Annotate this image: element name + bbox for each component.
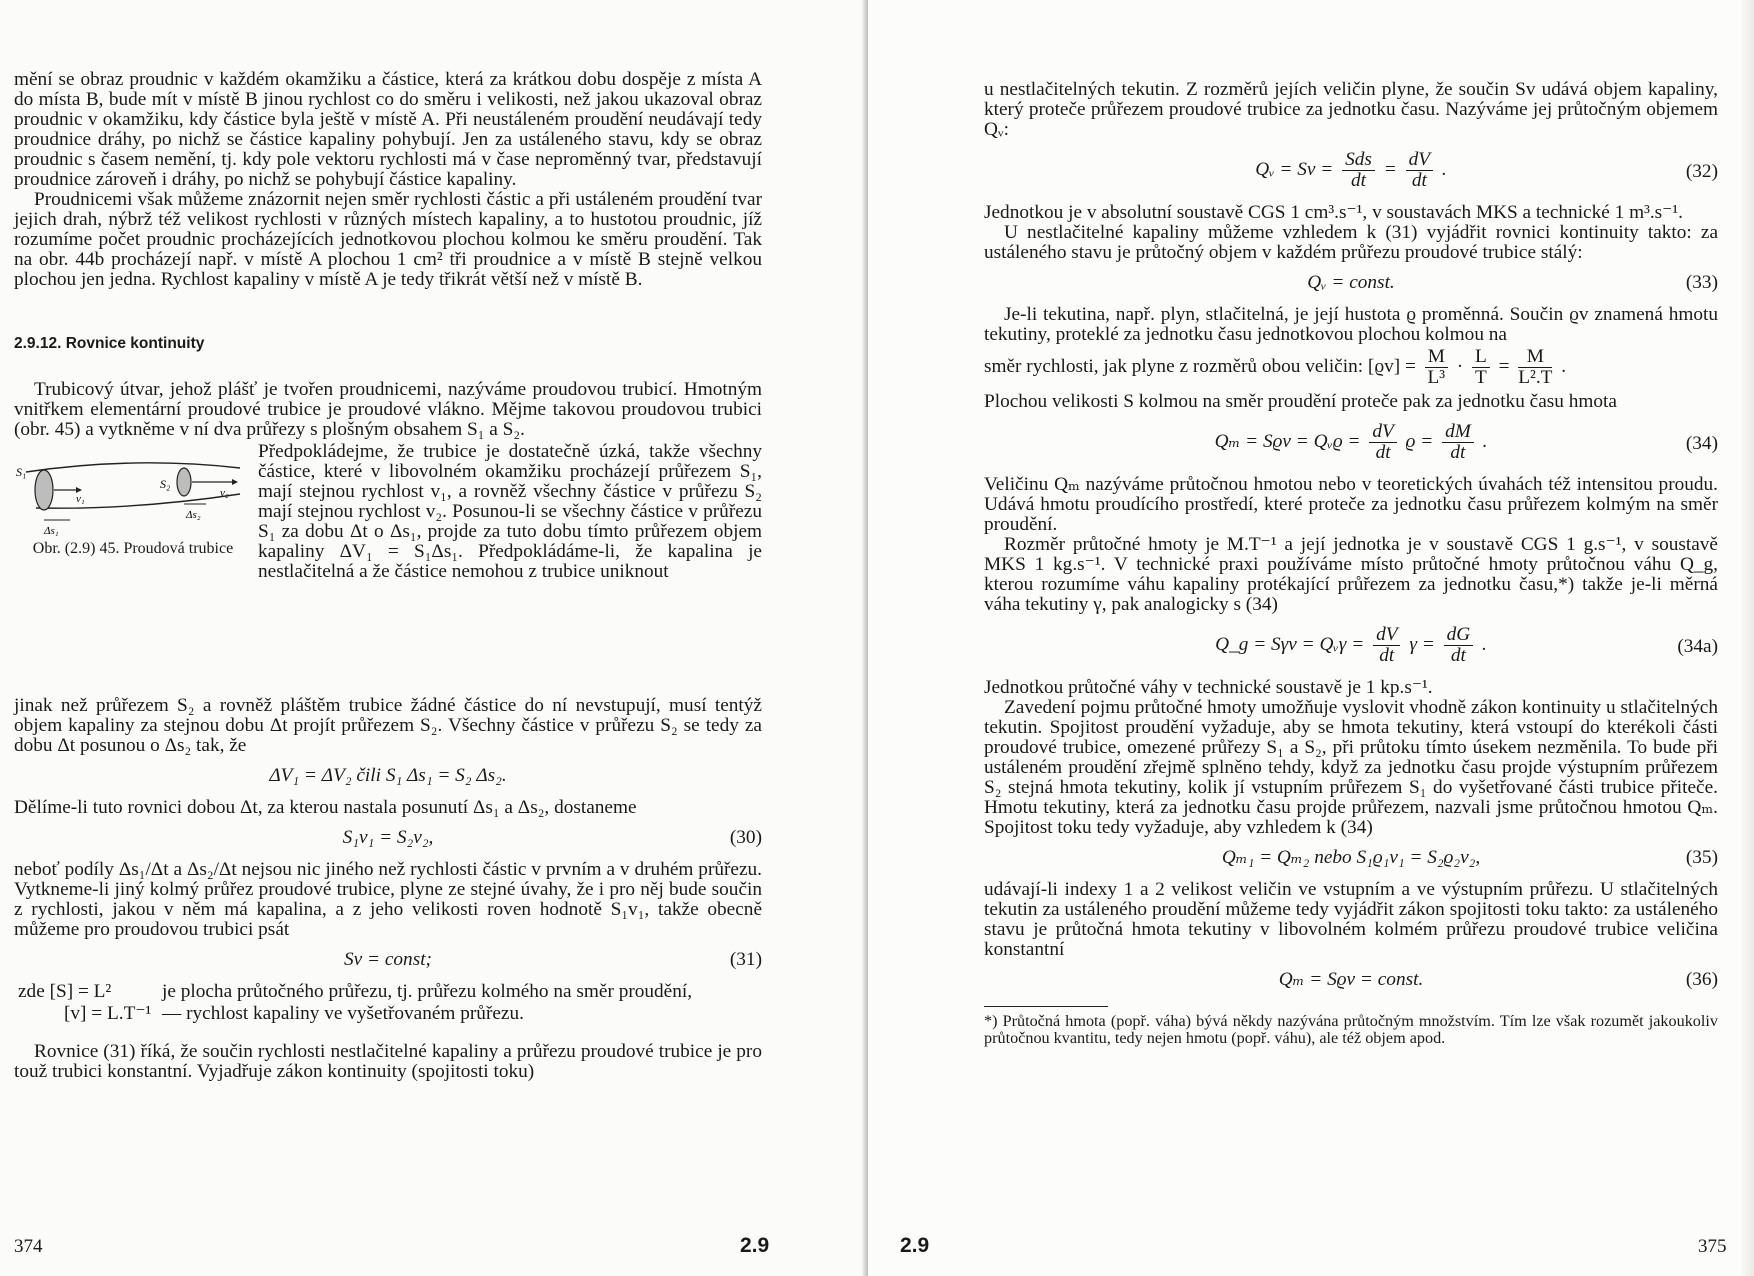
paragraph-units: Jednotkou je v absolutní soustavě CGS 1 cm³.s⁻¹, v soustavách MKS a technické 1 m³.s⁻¹. <box>984 202 1683 223</box>
fraction-numerator: dG <box>1444 625 1474 646</box>
section-mark-left: 2.9 <box>740 1234 770 1257</box>
definition-row <box>14 1004 762 1024</box>
equation-33-text: Qᵥ = const. <box>1307 272 1395 293</box>
paragraph-stream-tube: Trubicový útvar, jehož plášť je tvořen proudnicemi, nazýváme proudovou trubicí. Hmotným vnitřkem elementární proudové trubice je proudové vlákno. Mějme takovou proudovou trubici (obr. 45) a vytkněme v ní dva průřezy s plošným obsahem S₁ a S₂. <box>14 379 762 440</box>
fraction-numerator: dV <box>1406 150 1433 171</box>
equation-31 <box>14 950 762 970</box>
fraction <box>1406 150 1433 191</box>
paragraph-intensity: Veličinu Qₘ nazýváme průtočnou hmotou nebo v teoretických úvahách též intensitou proudu. Udává hmotu proudícího prostředí, které proteče za jednotku času průřezem kolmým na směr proudění. <box>984 474 1718 535</box>
fraction <box>1442 422 1474 463</box>
fraction-denominator: dt <box>1379 645 1395 666</box>
equation-35-text: Qₘ₁ = Qₘ₂ nebo S₁ϱ₁v₁ = S₂ϱ₂v₂, <box>1221 847 1481 868</box>
fraction-denominator: dt <box>1450 645 1466 666</box>
paragraph-dimension: Rozměr průtočné hmoty je M.T⁻¹ a její jednotka je v soustavě CGS 1 g.s⁻¹, v soustavě MKS 1 kg.s⁻¹. V technické praxi používáme místo průtočné hmoty průtočnou váhu Q_g, kterou rozumíme váhu kapaliny protékající průřezem za jednotku času,*) takže je-li měrná váha tekutiny γ, pak analogicky s (34) <box>984 534 1718 615</box>
footnote: *) Průtočná hmota (popř. váha) bývá někdy nazývána průtočným množstvím. Tím lze však rozumět jakoukoliv průtočnou kvantitu, tedy nejen hmotu (popř. váhu), ale též objem apod. <box>984 1012 1718 1047</box>
paragraph-intro: mění se obraz proudnic v každém okamžiku a částice, která za krátkou dobu dospěje z místa A do místa B, bude mít v místě B jinou rychlost co do směru i velikosti, než jakou ukazoval obraz proudnic v okamžiku, kdy částice byla ještě v místě A. Při neustáleném proudění neudávají tedy proudnice dráhy, po nichž se částice kapaliny pohybují. Jen za ustáleného stavu, kdy se obraz proudnic s časem nemění, tj. kdy pole vektoru rychlosti má v čase neproměnný tvar, představují proudnice zároveň i dráhy, po nichž se pohybují částice kapaliny. <box>14 69 762 190</box>
equation-volume-text: ΔV₁ = ΔV₂ čili S₁ Δs₁ = S₂ Δs₂. <box>269 765 507 786</box>
fraction-numerator: dV <box>1373 625 1400 646</box>
tube-upper-wall <box>26 463 240 472</box>
fraction-numerator: M <box>1518 347 1552 368</box>
label-v2: v₂ <box>220 487 229 499</box>
section-heading: 2.9.12. Rovnice kontinuity <box>14 335 205 352</box>
equation-34-end: . <box>1482 430 1488 452</box>
fraction <box>1425 347 1448 388</box>
page-number-left: 374 <box>14 1236 43 1257</box>
paragraph-mass-flow: Plochou velikosti S kolmou na směr proudění proteče pak za jednotku času hmota <box>984 391 1617 412</box>
paragraph-compressible-continuity: Zavedení pojmu průtočné hmoty umožňuje vyslovit vhodně zákon kontinuity u stlačitelných tekutin. Spojitost proudění vyžaduje, aby se hmota tekutiny, která vstoupí do kterékoli části proudové trubice, omezené průřezy S₁ a S₂, při průtoku tímto úsekem nezměnila. To bude při ustáleném proudění zřejmě splněno tehdy, když za jednotku času projde výstupním průřezem S₂ stejná hmota tekutiny, kolik jí vstupním průřezem S₁ do vyšetřované části trubice přiteče. Hmotu tekutiny, která za jednotku času projde průřezem, nazvali jsme průtočnou hmotou Qₘ. Spojitost toku tedy vyžaduje, aby vzhledem k (34) <box>984 697 1718 838</box>
figure-caption: Obr. (2.9) 45. Proudová trubice <box>32 540 234 557</box>
fraction <box>1342 150 1375 191</box>
fraction-numerator: M <box>1425 347 1448 368</box>
equation-34a-lhs: Q_g = Sγv = Qᵥγ = <box>1215 633 1365 655</box>
fraction-denominator: dt <box>1450 442 1466 463</box>
fraction-numerator: L <box>1472 347 1490 368</box>
right-text-column <box>984 80 1718 1047</box>
label-s1: S₁ <box>16 465 27 479</box>
paragraph-weight-unit: Jednotkou průtočné váhy v technické soustavě je 1 kp.s⁻¹. <box>984 677 1433 698</box>
equation-32-lhs: Qᵥ = Sv = <box>1255 158 1334 180</box>
definition-row <box>14 982 762 1002</box>
label-v1: v₁ <box>76 493 85 505</box>
paragraph-streamline-density: Proudnicemi však můžeme znázornit nejen směr rychlosti částic a při ustáleném proudění tvar jejich drah, nýbrž též velikost rychlosti v různých místech kapaliny, a to hustotou proudnic, jíž rozumíme počet proudnic procházejících jednotkovou plochou kolmou ke směru proudění. Tak na obr. 44b procházejí např. v místě A plochou 1 cm² tři proudnice a v místě B stejně velkou plochou jen jedna. Rychlost kapaliny v místě A je tedy třikrát větší než v místě B. <box>14 189 762 290</box>
fraction-numerator: dM <box>1442 422 1474 443</box>
fraction-denominator: T <box>1474 367 1487 388</box>
fraction <box>1444 625 1474 666</box>
figure-block <box>14 442 762 694</box>
fraction-denominator: dt <box>1411 170 1427 191</box>
tube-lower-wall <box>36 494 240 508</box>
equation-35 <box>984 848 1718 868</box>
paragraph-volume-flow: u nestlačitelných tekutin. Z rozměrů jejích veličin plyne, že součin Sv udává objem kapaliny, který proteče průřezem proudové trubice za jednotku času. Nazýváme jej průtočným objemem Qᵥ: <box>984 79 1718 140</box>
label-ds2: Δs₂ <box>186 509 201 521</box>
equation-32-number: (32) <box>1685 161 1718 182</box>
paragraph-compressible: Je-li tekutina, např. plyn, stlačitelná, je její hustota ϱ proměnná. Součin ϱv znamená hmotu tekutiny, proteklé za jednotku času jednotkovou plochou kolmou na <box>984 304 1718 345</box>
equation-31-number: (31) <box>729 949 762 970</box>
paragraph-continuity-law: Rovnice (31) říká, že součin rychlosti nestlačitelné kapaliny a průřezu proudové trubice je pro touž trubici konstantní. Vyjadřuje zákon kontinuity (spojitosti toku) <box>14 1041 762 1082</box>
fraction-denominator: dt <box>1375 442 1391 463</box>
fraction-denominator: L³ <box>1427 367 1446 388</box>
label-s2: S₂ <box>160 477 171 491</box>
arrow-v2-head <box>232 479 238 485</box>
equation-33 <box>984 273 1718 293</box>
fraction <box>1472 347 1490 388</box>
equation-32-end: . <box>1441 158 1447 180</box>
equation-30-text: S₁v₁ = S₂v₂, <box>342 827 434 848</box>
paragraph-velocities: neboť podíly Δs₁/Δt a Δs₂/Δt nejsou nic jiného než rychlosti částic v prvním a v druhém průřezu. Vytkneme-li jiný kolmý průřez proudové trubice, plyne ze stejné úvahy, že i pro něj bude součin z rychlosti, jakou v něm má kapalina, a z jeho velikosti roven hodnotě S₁v₁, takže obecně můžeme pro proudovou trubici psát <box>14 859 762 940</box>
equation-36-text: Qₘ = Sϱv = const. <box>1278 969 1424 990</box>
equation-32 <box>984 150 1718 191</box>
definition-symbol: zde [S] = L² <box>18 981 112 1002</box>
paragraph-divide: Dělíme-li tuto rovnici dobou Δt, za kterou nastala posunutí Δs₁ a Δs₂, dostaneme <box>14 797 637 818</box>
fraction-denominator: dt <box>1351 170 1367 191</box>
fraction <box>1369 422 1396 463</box>
equation-34a <box>984 625 1718 666</box>
equation-36-number: (36) <box>1685 969 1718 990</box>
equation-34a-end: . <box>1481 633 1487 655</box>
dimension-text: směr rychlosti, jak plyne z rozměrů obou veličin: [ϱv] = <box>984 355 1416 377</box>
equation-32-mid: = <box>1383 158 1397 180</box>
paragraph-incompressible: U nestlačitelné kapaliny můžeme vzhledem k (31) vyjádřit rovnici kontinuity takto: za ustáleného stavu je průtočný objem v každém průřezu proudové trubice stálý: <box>984 222 1718 263</box>
equation-30 <box>14 828 762 848</box>
figure-45 <box>14 442 252 558</box>
section-mark-right: 2.9 <box>900 1234 930 1257</box>
cross-section-s2 <box>177 468 191 496</box>
fraction-numerator: dV <box>1369 422 1396 443</box>
equation-34 <box>984 422 1718 463</box>
equation-30-number: (30) <box>729 827 762 848</box>
definition-text: — rychlost kapaliny ve vyšetřovaném průřezu. <box>162 1003 524 1024</box>
cross-section-s1 <box>35 470 53 510</box>
equation-35-number: (35) <box>1685 847 1718 868</box>
equation-34-number: (34) <box>1685 433 1718 454</box>
equation-34a-mid: γ = <box>1409 633 1435 655</box>
equation-34-mid: ϱ = <box>1405 430 1434 452</box>
right-page <box>868 0 1754 1276</box>
definition-symbol: [v] = L.T⁻¹ <box>64 1003 152 1024</box>
paragraph-beside-figure: Předpokládejme, že trubice je dostatečně úzká, takže všechny částice, které v libovolném okamžiku procházejí průřezem S₁, mají stejnou rychlost v₁, a rovněž všechny částice v průřezu S₂ mají stejnou rychlost v₂. Posunou-li se všechny částice v průřezu S₁ za dobu Δt o Δs₁, projde za tuto dobu tímto průřezem objem kapaliny ΔV₁ = S₁Δs₁. Předpokládáme-li, že kapalina je nestlačitelná a že částice nemohou z trubice uniknout <box>258 441 762 582</box>
stream-tube-diagram <box>14 442 252 536</box>
paragraph-stream-tube-cont: jinak než průřezem S₂ a rovněž pláštěm trubice žádné částice do ní nevstupují, musí tentýž objem kapaliny za stejnou dobu Δt projít průřezem S₂. Všechny částice v průřezu S₂ se tedy za dobu Δt posunou o Δs₂ tak, že <box>14 695 762 756</box>
equation-36 <box>984 970 1718 990</box>
left-text-column <box>14 70 762 1082</box>
equation-34-lhs: Qₘ = Sϱv = Qᵥϱ = <box>1214 430 1361 452</box>
fraction <box>1518 347 1552 388</box>
page-number-right: 375 <box>1698 1236 1727 1257</box>
label-ds1: Δs₁ <box>44 525 59 536</box>
page-edge <box>1738 0 1754 1276</box>
dimension-line: směr rychlosti, jak plyne z rozměrů obou veličin: [ϱv] = $\frac{M}{\text{L³}}$ · $\frac{L}{T}$ = $\frac{M}{\text{L².T}}$ . <box>984 346 1567 388</box>
footnote-rule <box>984 1006 1108 1007</box>
equation-volume <box>14 766 762 786</box>
equation-34a-number: (34a) <box>1677 636 1718 657</box>
fraction-numerator: Sds <box>1342 150 1375 171</box>
left-page <box>0 0 868 1276</box>
equation-33-number: (33) <box>1685 272 1718 293</box>
definition-text: je plocha průtočného průřezu, tj. průřezu kolmého na směr proudění, <box>162 981 693 1002</box>
paragraph-indices: udávají-li indexy 1 a 2 velikost veličin ve vstupním a ve výstupním průřezu. U stlačitelných tekutin za ustáleného proudění můžeme tedy vyjádřit zákon spojitosti toku takto: za ustáleného stavu je průtočná hmota tekutiny v libovolném kolmém průřezu proudové trubice veličina konstantní <box>984 879 1718 960</box>
symbol-definitions <box>14 982 762 1024</box>
fraction <box>1373 625 1400 666</box>
fraction-denominator: L².T <box>1518 367 1553 388</box>
equation-31-text: Sv = const; <box>344 949 432 970</box>
